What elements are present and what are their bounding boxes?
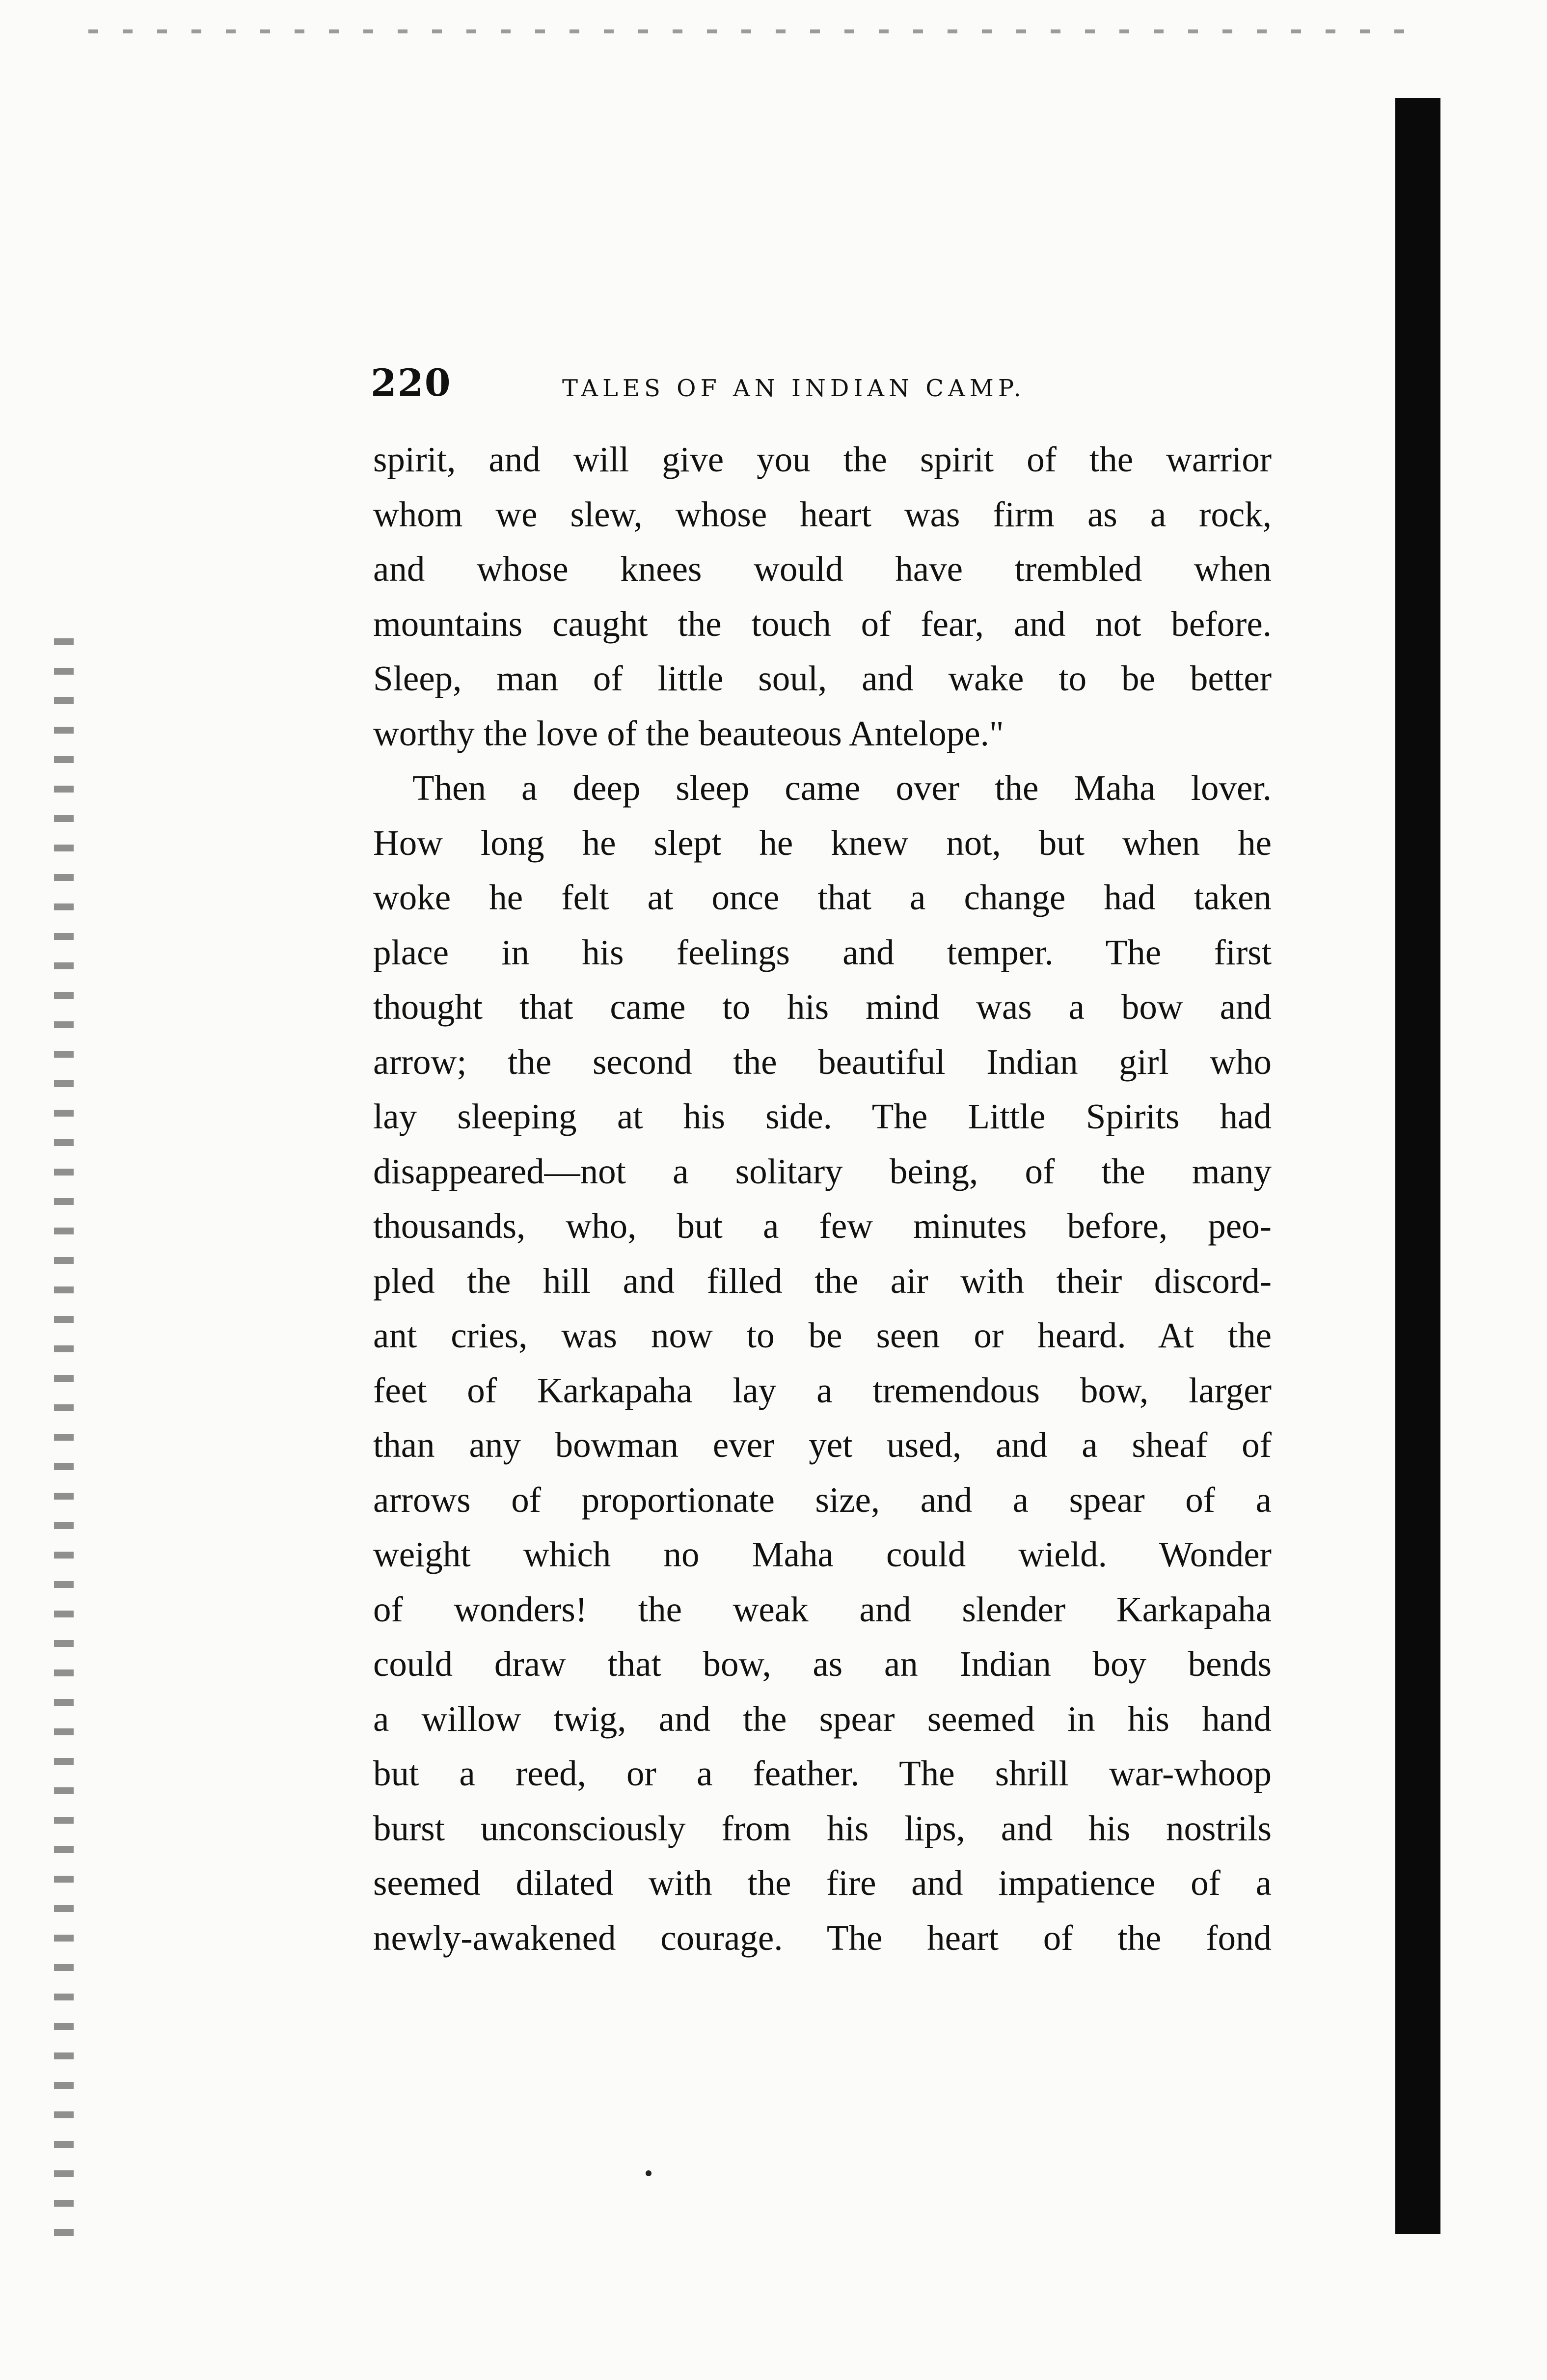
text-line: weight which no Maha could wield. Wonder [373,1534,1272,1574]
text-line: and whose knees would have trembled when [373,549,1272,589]
text-line: of wonders! the weak and slender Karkapaha [373,1589,1272,1629]
text-line: How long he slept he knew not, but when he [373,822,1272,863]
text-line: seemed dilated with the fire and impatience of a [373,1863,1272,1903]
text-line: Sleep, man of little soul, and wake to be better [373,658,1272,698]
text-line: burst unconsciously from his lips, and his nostrils [373,1808,1272,1848]
running-head: TALES OF AN INDIAN CAMP. [562,375,1026,402]
text-line: a willow twig, and the spear seemed in his hand [373,1698,1272,1739]
text-line: thousands, who, but a few minutes before, peo- [373,1206,1272,1246]
scan-top-edge [88,29,1414,33]
body-text [373,432,1272,1965]
text-line: feet of Karkapaha lay a tremendous bow, larger [373,1370,1272,1410]
text-line: whom we slew, whose heart was firm as a rock, [373,494,1272,534]
text-line: worthy the love of the beauteous Antelope." [373,713,1004,753]
text-line: spirit, and will give you the spirit of the warrior [373,439,1272,479]
page-number: 220 [371,361,452,405]
ink-speck [646,2170,651,2176]
text-line: arrow; the second the beautiful Indian girl who [373,1041,1272,1082]
text-line: Then a deep sleep came over the Maha lover. [412,768,1272,808]
text-line: thought that came to his mind was a bow and [373,987,1272,1027]
text-line: ant cries, was now to be seen or heard. At the [373,1315,1272,1355]
text-line: but a reed, or a feather. The shrill war-whoop [373,1753,1272,1793]
text-line: newly-awakened courage. The heart of the fond [373,1917,1272,1958]
text-line: place in his feelings and temper. The first [373,932,1272,972]
scan-left-gutter-marks [54,638,74,2259]
text-line: disappeared—not a solitary being, of the many [373,1151,1272,1191]
text-line: mountains caught the touch of fear, and not before. [373,603,1272,644]
text-line: arrows of proportionate size, and a spear of a [373,1479,1272,1520]
text-line: lay sleeping at his side. The Little Spirits had [373,1096,1272,1136]
text-line: could draw that bow, as an Indian boy bends [373,1644,1272,1684]
scan-right-edge-bar [1395,98,1440,2234]
text-line: than any bowman ever yet used, and a sheaf of [373,1425,1272,1465]
text-line: pled the hill and filled the air with their discord- [373,1260,1272,1301]
page-header [371,361,1333,415]
text-line: woke he felt at once that a change had taken [373,877,1272,917]
